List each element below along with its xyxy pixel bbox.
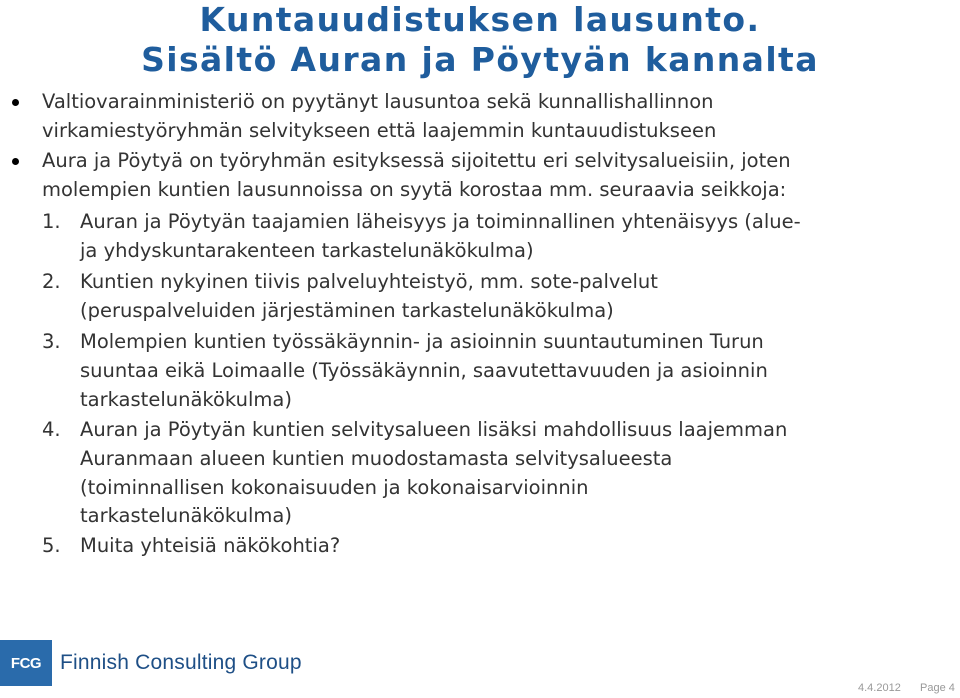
- company-logo: [0, 640, 302, 686]
- item-number: 4.: [42, 418, 61, 441]
- item-line: Auranmaan alueen kuntien muodostamasta selvitysalueesta: [80, 446, 673, 470]
- slide-title: [0, 0, 960, 80]
- item-number: 2.: [42, 270, 61, 293]
- item-line: tarkastelunäkökulma): [80, 504, 292, 528]
- fcg-logo-mark: FCG: [0, 640, 52, 686]
- item-line: Auran ja Pöytyän taajamien läheisyys ja toiminnallinen yhtenäisyys (alue-: [80, 210, 801, 233]
- item-line: ja yhdyskuntarakenteen tarkastelunäkökulma): [80, 238, 534, 262]
- item-line: Auran ja Pöytyän kuntien selvitysalueen lisäksi mahdollisuus laajemman: [80, 418, 788, 441]
- numbered-item-4: [42, 416, 932, 531]
- company-name: Finnish Consulting Group: [60, 651, 302, 674]
- item-line: suuntaa eikä Loimaalle (Työssäkäynnin, saavutettavuuden ja asioinnin: [80, 358, 768, 382]
- bullet-dot-icon: [12, 99, 19, 106]
- footer-date: 4.4.2012: [858, 682, 901, 694]
- page-number: Page 4: [920, 682, 955, 694]
- numbered-item-3: [42, 328, 932, 414]
- bullet-line: Aura ja Pöytyä on työryhmän esityksessä sijoitettu eri selvitysalueisiin, joten: [42, 149, 791, 172]
- numbered-item-1: [42, 208, 932, 266]
- item-line: (peruspalveluiden järjestäminen tarkastelunäkökulma): [80, 298, 614, 322]
- title-line-1: Kuntauudistuksen lausunto.: [199, 0, 761, 39]
- item-number: 5.: [42, 534, 61, 557]
- item-line: Kuntien nykyinen tiivis palveluyhteistyö, mm. sote-palvelut: [80, 270, 658, 293]
- bullet-item: [42, 147, 922, 205]
- bullet-line: Valtiovarainministeriö on pyytänyt lausuntoa sekä kunnallishallinnon: [42, 90, 714, 113]
- numbered-item-2: [42, 268, 932, 326]
- title-line-2: Sisältö Auran ja Pöytyän kannalta: [141, 40, 819, 79]
- bullet-item: [42, 88, 922, 146]
- item-line: Molempien kuntien työssäkäynnin- ja asioinnin suuntautuminen Turun: [80, 330, 764, 353]
- bullet-dot-icon: [12, 158, 19, 165]
- item-number: 3.: [42, 330, 61, 353]
- bullet-line: virkamiestyöryhmän selvitykseen että laajemmin kuntauudistukseen: [42, 118, 717, 142]
- item-line: tarkastelunäkökulma): [80, 387, 292, 411]
- bullet-line: molempien kuntien lausunnoissa on syytä korostaa mm. seuraavia seikkoja:: [42, 177, 787, 201]
- numbered-item-5: [42, 532, 932, 561]
- item-line: (toiminnallisen kokonaisuuden ja kokonaisarvioinnin: [80, 475, 589, 499]
- item-line: Muita yhteisiä näkökohtia?: [80, 534, 341, 557]
- item-number: 1.: [42, 210, 61, 233]
